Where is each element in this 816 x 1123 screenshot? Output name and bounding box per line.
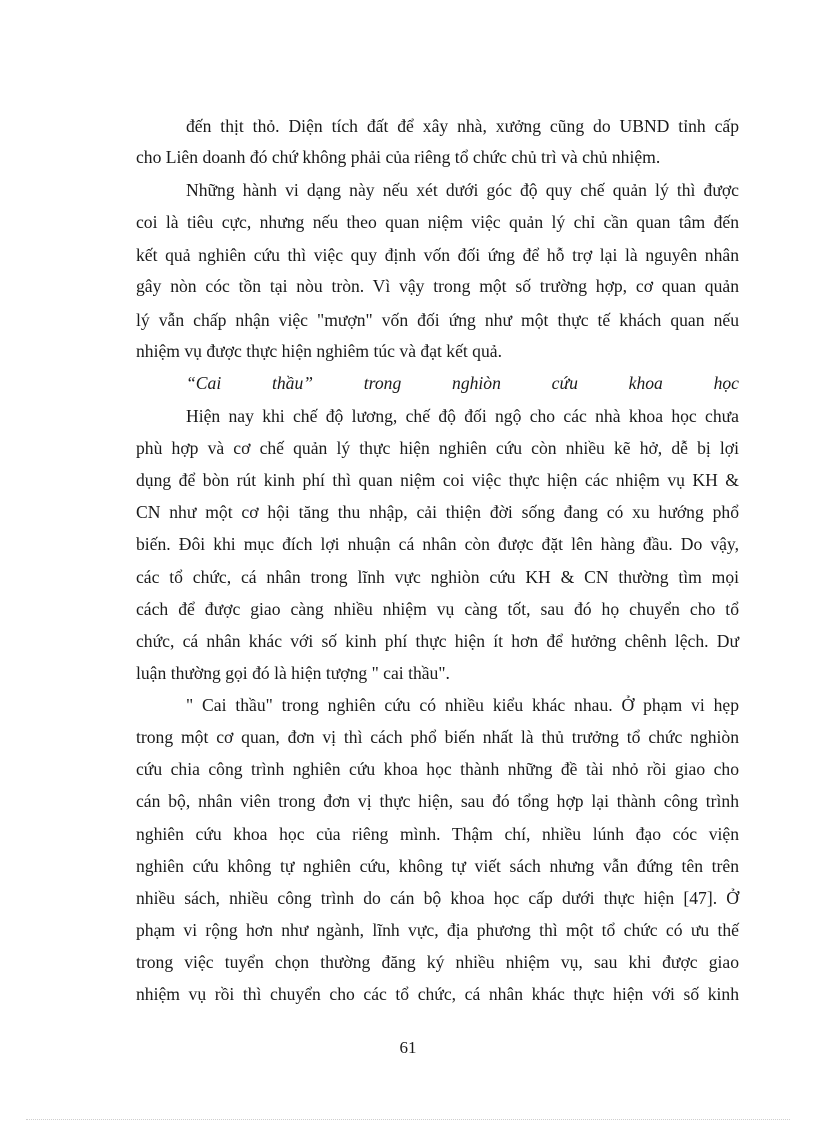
text-line: phù hợp và cơ chế quản lý thực hiện nghiên cứu còn nhiều kẽ hở, dễ bị lợi bbox=[136, 438, 739, 458]
text-line: nghiên cứu khoa học của riêng mình. Thậm chí, nhiều lúnh đạo cóc viện bbox=[136, 824, 739, 844]
text-line: trong một cơ quan, đơn vị thì cách phổ biến nhất là thủ trưởng tổ chức nghiòn bbox=[136, 727, 739, 747]
text-line: " Cai thầu" trong nghiên cứu có nhiều kiểu khác nhau. Ở phạm vi hẹp bbox=[186, 695, 739, 715]
text-line: gây nòn cóc tồn tại nòu tròn. Vì vậy trong một số trường hợp, cơ quan quản bbox=[136, 276, 739, 296]
text-line: cho Liên doanh đó chứ không phải của riêng tổ chức chủ trì và chủ nhiệm. bbox=[136, 147, 661, 167]
text-line: lý vẫn chấp nhận việc "mượn" vốn đối ứng như một thực tế khách quan nếu bbox=[136, 310, 739, 330]
text-line: dụng để bòn rút kinh phí thì quan niệm coi việc thực hiện các nhiệm vụ KH & bbox=[136, 470, 739, 490]
page-bottom-divider bbox=[26, 1119, 790, 1120]
text-line: Những hành vi dạng này nếu xét dưới góc độ quy chế quản lý thì được bbox=[186, 180, 739, 200]
text-line: cán bộ, nhân viên trong đơn vị thực hiện, sau đó tổng hợp lại thành công trình bbox=[136, 791, 739, 811]
text-line: nhiệm vụ rồi thì chuyển cho các tổ chức, cá nhân khác thực hiện với số kinh bbox=[136, 984, 739, 1004]
text-line: nghiên cứu không tự nghiên cứu, không tự viết sách nhưng vẫn đứng tên trên bbox=[136, 856, 739, 876]
text-line: nhiệm vụ được thực hiện nghiêm túc và đạt kết quả. bbox=[136, 341, 502, 361]
text-line: coi là tiêu cực, nhưng nếu theo quan niệm việc quản lý chỉ cần quan tâm đến bbox=[136, 212, 739, 232]
text-line: chức, cá nhân khác với số kinh phí thực hiện ít hơn để hưởng chênh lệch. Dư bbox=[136, 631, 739, 651]
text-line: kết quả nghiên cứu thì việc quy định vốn đối ứng để hỗ trợ lại là nguyên nhân bbox=[136, 245, 739, 265]
text-line: phạm vi rộng hơn như ngành, lĩnh vực, địa phương thì một tổ chức có ưu thế bbox=[136, 920, 739, 940]
text-line: CN như một cơ hội tăng thu nhập, cải thiện đời sống đang có xu hướng phổ bbox=[136, 502, 739, 522]
text-line: đến thịt thỏ. Diện tích đất để xây nhà, xưởng cũng do UBND tỉnh cấp bbox=[186, 116, 739, 136]
text-line: luận thường gọi đó là hiện tượng " cai thầu". bbox=[136, 663, 450, 683]
section-heading: “Cai thầu” trong nghiòn cứu khoa học bbox=[186, 373, 739, 393]
text-line: nhiều sách, nhiều công trình do cán bộ khoa học cấp dưới thực hiện [47]. Ở bbox=[136, 888, 739, 908]
text-line: biến. Đôi khi mục đích lợi nhuận cá nhân còn được đặt lên hàng đầu. Do vậy, bbox=[136, 534, 739, 554]
text-line: trong việc tuyển chọn thường đăng ký nhiều nhiệm vụ, sau khi được giao bbox=[136, 952, 739, 972]
text-line: các tổ chức, cá nhân trong lĩnh vực nghiòn cứu KH & CN thường tìm mọi bbox=[136, 567, 739, 587]
text-line: Hiện nay khi chế độ lương, chế độ đối ngộ cho các nhà khoa học chưa bbox=[186, 406, 739, 426]
text-line: cách để được giao càng nhiều nhiệm vụ càng tốt, sau đó họ chuyển cho tổ bbox=[136, 599, 739, 619]
page-number: 61 bbox=[399, 1038, 417, 1057]
text-line: cứu chia công trình nghiên cứu khoa học thành những đề tài nhỏ rồi giao cho bbox=[136, 759, 739, 779]
